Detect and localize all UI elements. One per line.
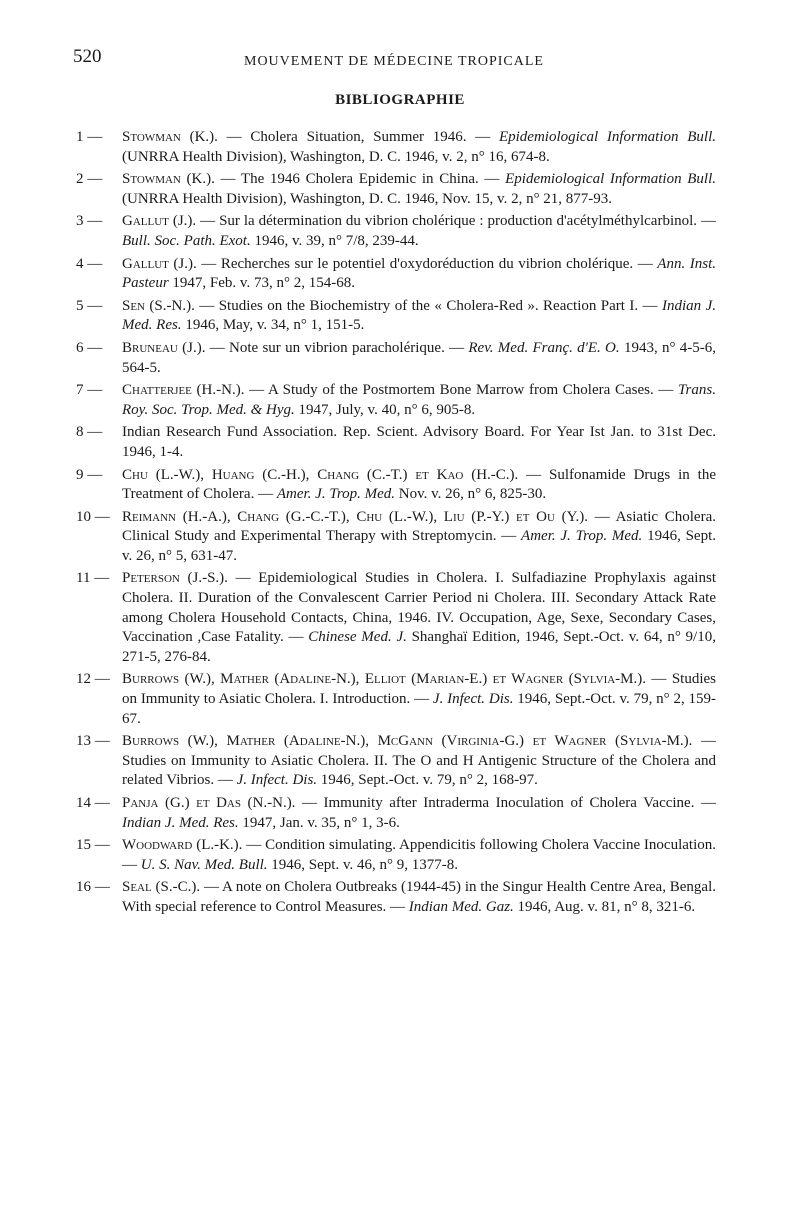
reference-item	[76, 212, 716, 251]
reference-journal: U. S. Nav. Med. Bull.	[140, 856, 268, 873]
reference-text	[122, 466, 716, 505]
reference-text	[122, 381, 716, 420]
reference-text	[122, 794, 716, 833]
reference-title: Indian Research Fund Association. Rep. Scient. Advisory Board. For Year Ist Jan. to 31st Dec. 1946, 1-4.	[122, 424, 716, 460]
reference-text	[122, 670, 716, 729]
reference-authors: Bruneau (J.).	[122, 339, 206, 356]
reference-item	[76, 255, 716, 294]
reference-title: — Epidemiological Studies in Cholera. I. Sulfadiazine Prophylaxis against Cholera. II. Duration of the Convalescent Carrier Period ni Cholera. III. Secondary Attack Rate among Cholera Household Contacts, China, 1946. IV. Occupation, Age, Sexe, Secondary Cases, Vaccination ,Case Fatality. —	[122, 570, 716, 646]
reference-number: 15 —	[76, 837, 110, 854]
reference-journal: Epidemiological Information Bull.	[505, 171, 717, 188]
reference-journal: Ann. Inst. Pasteur	[122, 255, 716, 292]
reference-citation: Shanghaï Edition, 1946, Sept.-Oct. v. 64, n° 9/10, 271-5, 276-84.	[122, 629, 716, 665]
reference-journal: Indian Med. Gaz.	[408, 898, 514, 915]
reference-citation: 1946, May, v. 34, n° 1, 151-5.	[181, 317, 365, 334]
reference-authors: Burrows (W.), Mather (Adaline-N.), Elliot (Marian-E.) et Wagner (Sylvia-M.).	[122, 671, 647, 688]
reference-authors: Gallut (J.).	[122, 255, 197, 272]
reference-journal: Rev. Med. Franç. d'E. O.	[468, 339, 620, 356]
reference-title: — Asiatic Cholera. Clinical Study and Experimental Therapy with Streptomycin. —	[122, 508, 716, 545]
reference-journal: Indian J. Med. Res.	[122, 814, 239, 831]
reference-citation: 1946, Sept. v. 26, n° 5, 631-47.	[122, 528, 717, 564]
reference-number: 2 —	[76, 171, 103, 188]
reference-text	[122, 508, 716, 567]
reference-number: 5 —	[76, 297, 103, 314]
reference-title: — Studies on Immunity to Asiatic Cholera. I. Introduction. —	[122, 671, 716, 708]
reference-title: — Note sur un vibrion paracholérique. —	[205, 339, 469, 356]
reference-number: 6 —	[76, 339, 103, 356]
reference-item	[76, 878, 716, 917]
reference-text	[122, 297, 716, 336]
reference-authors: Seal (S.-C.).	[122, 879, 201, 896]
reference-authors: Chatterjee (H.-N.).	[122, 382, 245, 399]
reference-authors: Panja (G.) et Das (N.-N.).	[122, 795, 296, 811]
reference-title: — Recherches sur le potentiel d'oxydoréduction du vibrion cholérique. —	[196, 255, 658, 272]
reference-citation: 1946, Aug. v. 81, n° 8, 321-6.	[513, 898, 696, 915]
reference-journal: Amer. J. Trop. Med.	[521, 528, 643, 545]
reference-item	[76, 508, 716, 567]
reference-title: — A Study of the Postmortem Bone Marrow from Cholera Cases. —	[244, 382, 679, 399]
reference-citation: 1946, v. 39, n° 7/8, 239-44.	[250, 232, 419, 249]
reference-journal: Indian J. Med. Res.	[122, 297, 716, 334]
reference-item	[76, 836, 716, 875]
reference-item	[76, 670, 716, 729]
page-number: 520	[73, 46, 102, 67]
reference-item	[76, 732, 716, 791]
reference-item	[76, 569, 716, 667]
reference-number: 12 —	[76, 671, 110, 688]
reference-number: 16 —	[76, 879, 110, 896]
reference-title: — Studies on the Biochemistry of the « Cholera-Red ». Reaction Part I. —	[194, 297, 662, 314]
reference-item	[76, 128, 716, 167]
reference-citation: 1946, Sept.-Oct. v. 79, n° 2, 159-67.	[122, 691, 717, 727]
reference-citation: 1947, July, v. 40, n° 6, 905-8.	[294, 401, 476, 418]
reference-title: — Condition simulating. Appendicitis following Cholera Vaccine Inoculation. —	[122, 837, 716, 873]
reference-journal: Amer. J. Trop. Med.	[276, 486, 396, 503]
reference-text	[122, 569, 716, 667]
reference-text	[122, 836, 716, 875]
reference-title: — A note on Cholera Outbreaks (1944-45) in the Singur Health Centre Area, Bengal. With special reference to Control Measures. —	[122, 879, 717, 915]
reference-authors: Chu (L.-W.), Huang (C.-H.), Chang (C.-T.) et Kao (H.-C.).	[122, 466, 519, 483]
reference-item	[76, 423, 716, 462]
reference-number: 14 —	[76, 795, 110, 811]
reference-journal: Epidemiological Information Bull.	[498, 129, 716, 145]
reference-journal: J. Infect. Dis.	[236, 772, 318, 789]
reference-authors: Stowman (K.).	[122, 171, 215, 188]
reference-title: — Sulfonamide Drugs in the Treatment of Cholera. —	[122, 466, 716, 503]
reference-text	[122, 878, 716, 917]
reference-citation: 1943, n° 4-5-6, 564-5.	[122, 339, 716, 376]
reference-title: — Studies on Immunity to Asiatic Cholera. II. The O and H Antigenic Structure of the Cholera and related Vibrios. —	[122, 733, 716, 789]
reference-authors: Burrows (W.), Mather (Adaline-N.), McGann (Virginia-G.) et Wagner (Sylvia-M.).	[122, 733, 693, 750]
reference-text	[122, 732, 716, 791]
running-title: MOUVEMENT DE MÉDECINE TROPICALE	[244, 54, 544, 69]
section-title: BIBLIOGRAPHIE	[335, 92, 465, 108]
reference-list	[76, 128, 716, 921]
reference-item	[76, 794, 716, 833]
reference-authors: Peterson (J.-S.).	[122, 570, 228, 587]
reference-citation: 1947, Jan. v. 35, n° 1, 3-6.	[238, 814, 400, 831]
reference-title: — The 1946 Cholera Epidemic in China. —	[214, 171, 506, 188]
reference-item	[76, 297, 716, 336]
reference-citation: Nov. v. 26, n° 6, 825-30.	[395, 486, 547, 503]
reference-number: 11 —	[76, 570, 110, 587]
reference-authors: Sen (S.-N.).	[122, 297, 195, 314]
reference-authors: Gallut (J.).	[122, 213, 197, 230]
reference-text	[122, 212, 716, 251]
reference-number: 8 —	[76, 424, 103, 441]
reference-number: 9 —	[76, 466, 103, 483]
reference-text	[122, 170, 716, 209]
reference-title: — Cholera Situation, Summer 1946. —	[217, 129, 499, 145]
reference-text	[122, 339, 716, 378]
reference-authors: Stowman (K.).	[122, 129, 218, 145]
reference-item	[76, 466, 716, 505]
reference-citation: 1946, Sept.-Oct. v. 79, n° 2, 168-97.	[317, 772, 538, 789]
reference-title: — Sur la détermination du vibrion cholérique : production d'acétylméthylcarbinol. —	[196, 213, 716, 230]
reference-authors: Reimann (H.-A.), Chang (G.-C.-T.), Chu (L.-W.), Liu (P.-Y.) et Ou (Y.).	[122, 508, 589, 525]
reference-number: 3 —	[76, 213, 103, 230]
reference-citation: 1946, Sept. v. 46, n° 9, 1377-8.	[267, 856, 458, 873]
reference-journal: Trans. Roy. Soc. Trop. Med. & Hyg.	[122, 382, 716, 418]
reference-item	[76, 170, 716, 209]
reference-citation: (UNRRA Health Division), Washington, D. C. 1946, Nov. 15, v. 2, n° 21, 877-93.	[122, 190, 613, 207]
reference-number: 13 —	[76, 733, 110, 750]
reference-journal: J. Infect. Dis.	[432, 691, 514, 708]
reference-item	[76, 339, 716, 378]
reference-journal: Bull. Soc. Path. Exot.	[122, 232, 251, 249]
reference-citation: (UNRRA Health Division), Washington, D. C. 1946, v. 2, n° 16, 674-8.	[122, 148, 550, 165]
reference-number: 10 —	[76, 508, 110, 525]
reference-text	[122, 423, 716, 462]
reference-title: — Immunity after Intraderma Inoculation of Cholera Vaccine. —	[295, 795, 716, 811]
reference-authors: Woodward (L.-K.).	[122, 837, 243, 854]
reference-journal: Chinese Med. J.	[308, 629, 407, 646]
reference-number: 4 —	[76, 255, 103, 272]
reference-item	[76, 381, 716, 420]
reference-number: 1 —	[76, 129, 103, 145]
reference-number: 7 —	[76, 382, 103, 399]
reference-text	[122, 255, 716, 294]
reference-text	[122, 128, 716, 167]
reference-citation: 1947, Feb. v. 73, n° 2, 154-68.	[168, 275, 355, 292]
